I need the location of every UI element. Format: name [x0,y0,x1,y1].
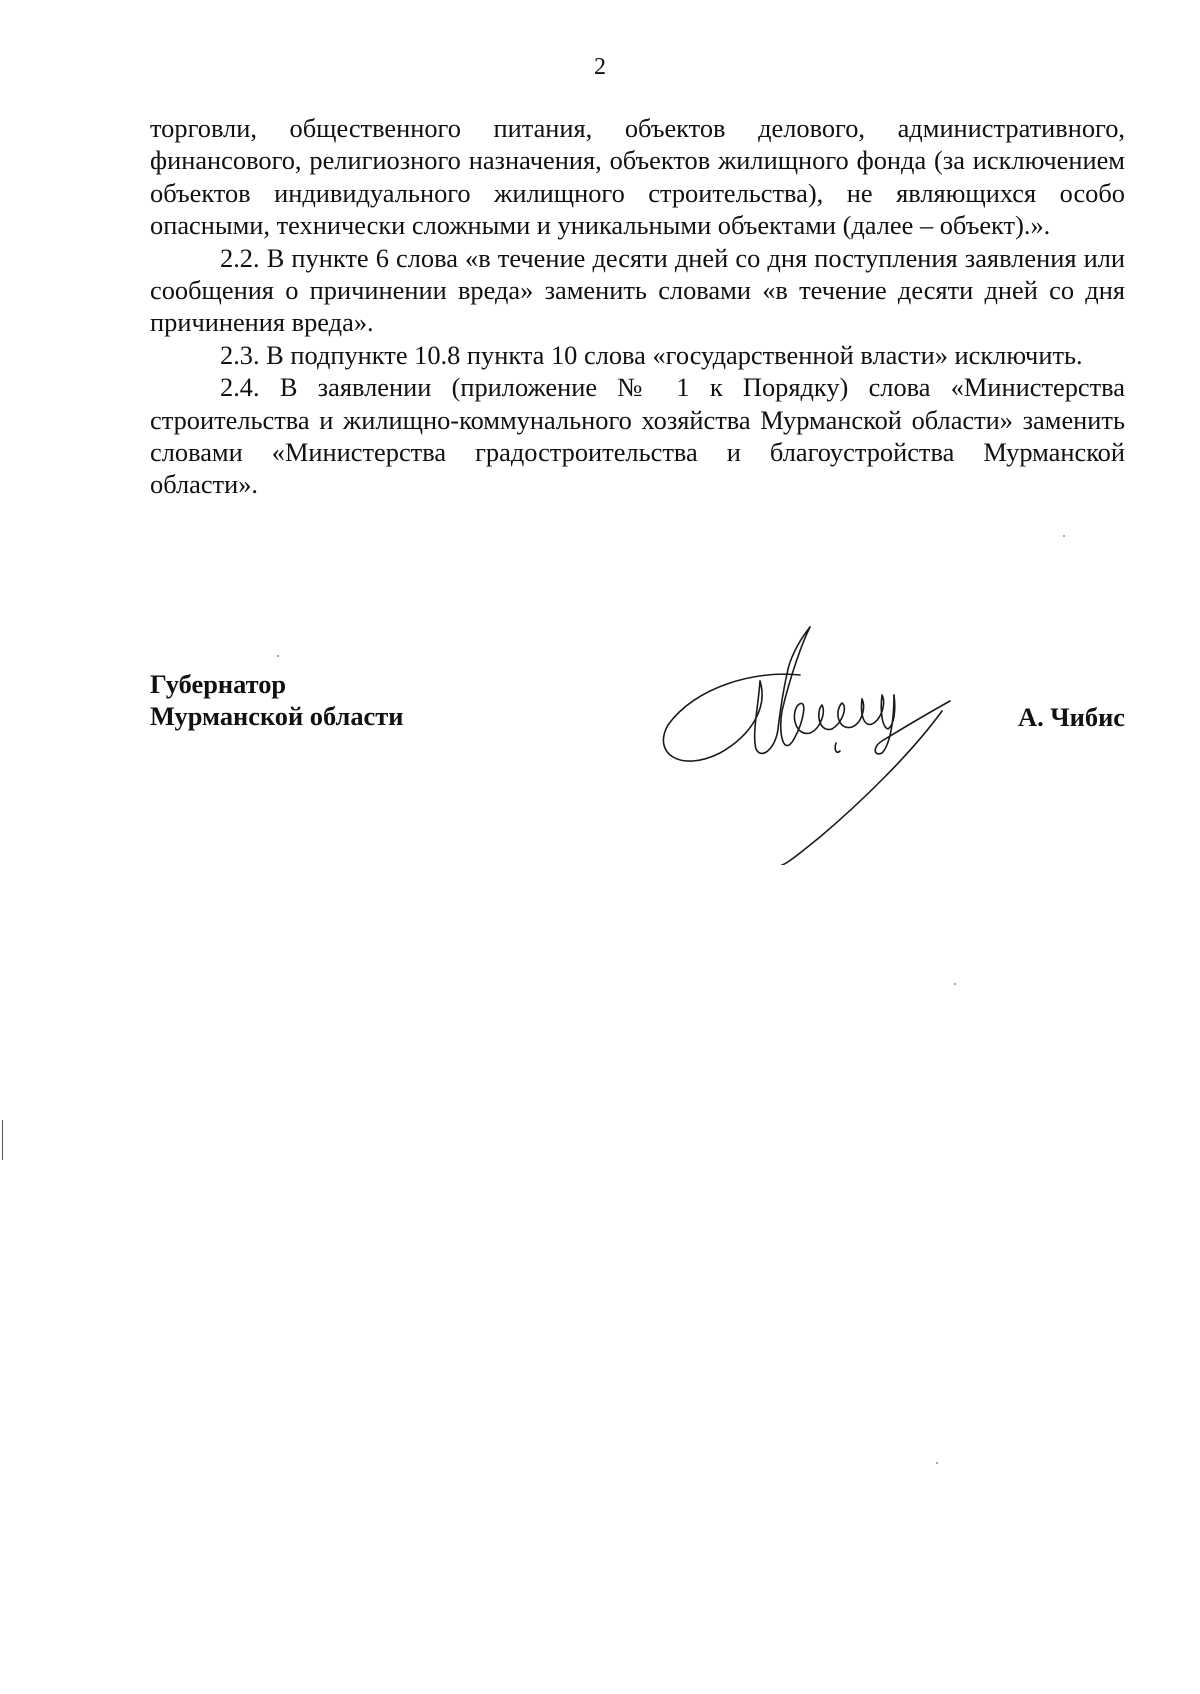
scan-speck [1063,535,1065,537]
signer-name: А. Чибис [1018,702,1125,732]
scan-speck [936,1462,938,1464]
paragraph-2-2: 2.2. В пункте 6 слова «в течение десяти дней со дня поступления заявления или сообщения о причинении вреда» заменить словами «в течение десяти дней со дня причинения вреда». [150,242,1125,338]
paragraph-2-3: 2.3. В подпункте 10.8 пункта 10 слова «государственной власти» исключить. [220,339,1083,370]
handwritten-signature [660,625,970,865]
page-number: 2 [594,54,606,80]
scan-speck [277,655,279,657]
paragraph-2-4: 2.4. В заявлении (приложение № 1 к Порядку) слова «Министерства строительства и жилищно-коммунального хозяйства Мурманской области» заменить словами «Министерства градостроительства и благоустройства Мурманской области». [150,372,1125,500]
signer-title-line1: Губернатор [150,669,287,699]
signer-title-line2: Мурманской области [150,701,404,732]
document-body [150,112,1125,501]
margin-scan-mark [2,1120,3,1160]
signature-block-title [150,668,403,733]
paragraph-continuation: торговли, общественного питания, объектов делового, административного, финансового, религиозного назначения, объектов жилищного фонда (за исключением объектов индивидуального жилищного строительства), не являющихся особо опасными, технически сложными и уникальными объектами (далее – объект).». [150,113,1125,241]
scan-speck [954,983,956,985]
